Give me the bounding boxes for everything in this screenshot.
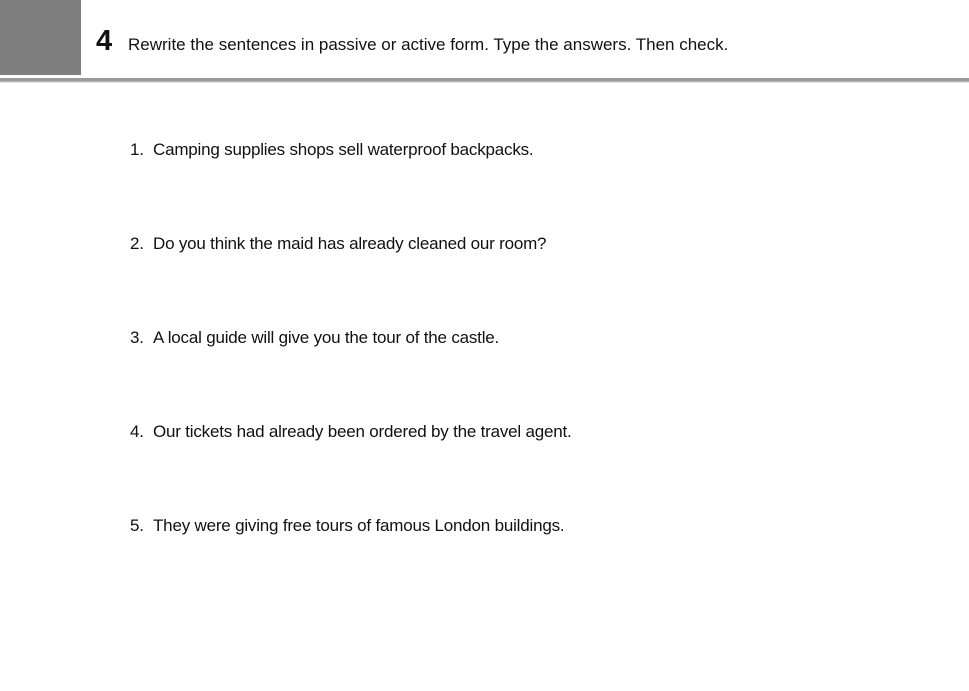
header-color-block — [0, 0, 81, 75]
sentence-item-5 — [130, 514, 572, 608]
sentence-text: Our tickets had already been ordered by the travel agent. — [153, 422, 572, 441]
sentence-item-3 — [130, 326, 572, 420]
sentence-item-1 — [130, 138, 572, 232]
sentence-text: Do you think the maid has already cleaned our room? — [153, 234, 547, 253]
exercise-instruction: Rewrite the sentences in passive or active form. Type the answers. Then check. — [128, 35, 729, 54]
sentence-item-4 — [130, 420, 572, 514]
exercise-number: 4 — [96, 25, 113, 57]
sentence-text: They were giving free tours of famous London buildings. — [153, 516, 565, 535]
exercise-header — [0, 0, 969, 78]
header-divider — [0, 78, 969, 83]
sentence-number: 3. — [130, 328, 144, 347]
sentence-text: A local guide will give you the tour of the castle. — [153, 328, 500, 347]
sentence-number: 1. — [130, 140, 144, 159]
sentence-number: 2. — [130, 234, 144, 253]
sentence-list — [130, 138, 572, 608]
sentence-text: Camping supplies shops sell waterproof backpacks. — [153, 140, 534, 159]
sentence-number: 5. — [130, 516, 144, 535]
sentence-number: 4. — [130, 422, 144, 441]
sentence-item-2 — [130, 232, 572, 326]
